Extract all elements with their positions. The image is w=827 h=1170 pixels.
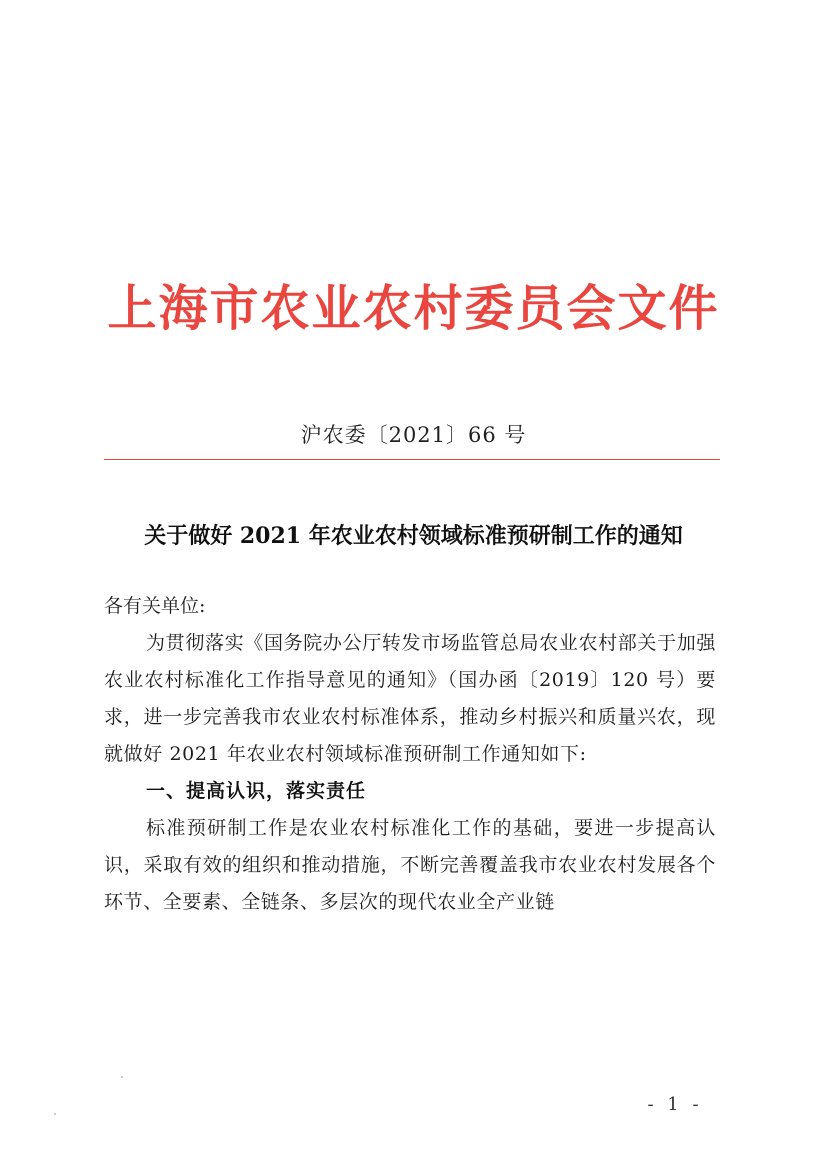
page-number: - 1 - bbox=[647, 1094, 703, 1115]
scan-speck bbox=[121, 1076, 123, 1078]
section-heading-1: 一、提高认识，落实责任 bbox=[146, 780, 367, 802]
document-body bbox=[104, 588, 716, 921]
document-title: 关于做好 2021 年农业农村领域标准预研制工作的通知 bbox=[144, 523, 683, 549]
issuer-masthead: 上海市农业农村委员会文件 bbox=[107, 279, 720, 337]
intro-paragraph: 为贯彻落实《国务院办公厅转发市场监管总局农业农村部关于加强农业农村标准化工作指导意见的通知》（国办函〔2019〕120 号）要求，进一步完善我市农业农村标准体系，推动乡村振兴和质量兴农，现就做好 2021 年农业农村领域标准预研制工作通知如下: bbox=[104, 632, 716, 765]
document-number: 沪农委〔2021〕66 号 bbox=[300, 423, 527, 447]
scan-speck bbox=[54, 1113, 56, 1115]
red-separator-line bbox=[104, 459, 720, 460]
section-1-paragraph: 标准预研制工作是农业农村标准化工作的基础，要进一步提高认识，采取有效的组织和推动措施，不断完善覆盖我市农业农村发展各个环节、全要素、全链条、多层次的现代农业全产业链 bbox=[104, 817, 716, 913]
salutation: 各有关单位: bbox=[104, 595, 206, 617]
